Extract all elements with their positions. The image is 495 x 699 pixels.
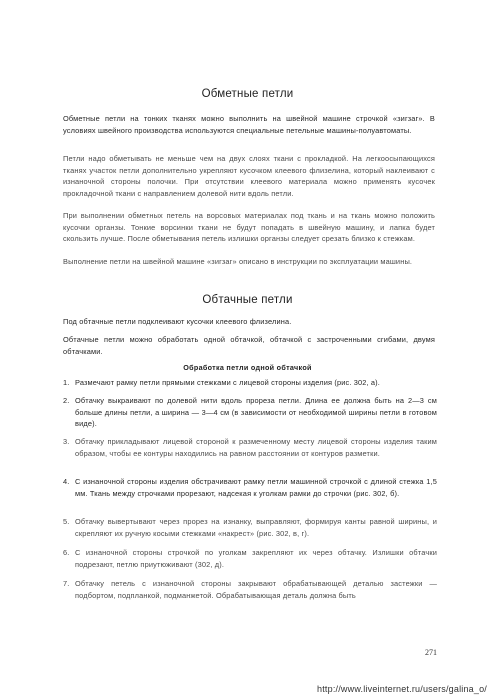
- list-item-number: 2.: [63, 396, 70, 405]
- list-item: [63, 476, 437, 499]
- paragraph-2: Петли надо обметывать не меньше чем на двух слоях ткани с прокладкой. На легкоосыпающихся тканях участок петли дополнительно укрепляют кусочком клеевого флизелина, который наклеивают с изнаночной стороны полочки. При отсутствии клеевого материала можно применять кусочек прокладочной ткани с направлением долевой нити вдоль петли.: [63, 154, 435, 198]
- list-item-text: Обтачку вывертывают через прорез на изнанку, выправляют, формируя канты равной ширины, и скрепляют их ручную косыми стежками «накрест» (рис. 302, в, г).: [75, 517, 437, 538]
- list-item-number: 1.: [63, 378, 70, 387]
- list-item: [63, 516, 437, 539]
- subheading: Обработка петли одной обтачкой: [183, 363, 312, 372]
- list-item-text: С изнаночной стороны изделия обстрачивают рамку петли машинной строчкой с длиной стежка 1,5 мм. Ткань между строчками прорезают, надсекая к уголкам рамки до строчки (рис. 302, б).: [75, 477, 437, 498]
- list-item-number: 5.: [63, 517, 70, 526]
- list-item-number: 6.: [63, 548, 70, 557]
- list-item: [63, 395, 437, 430]
- paragraph-6: Обтачные петли можно обработать одной обтачкой, обтачкой с застроченными сгибами, двумя обтачками.: [63, 335, 435, 356]
- page-number: 271: [425, 648, 437, 657]
- section-title-obtachnye: Обтачные петли: [202, 294, 293, 306]
- list-item-text: Обтачку петель с изнаночной стороны закрывают обрабатывающей деталью застежки — подбортом, подпланкой, подманжетой. Обрабатывающая деталь должна быть: [75, 579, 437, 600]
- paragraph-1: Обметные петли на тонких тканях можно выполнить на швейной машине строчкой «зигзаг». В условиях швейного производства используются специальные петельные машины-полуавтоматы.: [63, 114, 435, 135]
- list-item-number: 7.: [63, 579, 70, 588]
- paragraph-4: Выполнение петли на швейной машине «зигзаг» описано в инструкции по эксплуатации машины.: [63, 257, 413, 266]
- watermark-url: http://www.liveinternet.ru/users/galina_o/: [317, 684, 487, 694]
- list-item: [63, 436, 437, 459]
- list-item-text: С изнаночной стороны строчкой по уголкам закрепляют их через обтачку. Излишки обтачки подрезают, петлю приутюживают (302, д).: [75, 548, 437, 569]
- list-item-text: Размечают рамку петли прямыми стежками с лицевой стороны изделия (рис. 302, а).: [75, 378, 381, 387]
- list-item: [63, 578, 437, 601]
- list-item-number: 4.: [63, 477, 70, 486]
- list-item-text: Обтачку прикладывают лицевой стороной к размеченному месту лицевой стороны изделия таким образом, чтобы ее контуры находились на равном расстоянии от контуров разметки.: [75, 437, 437, 458]
- list-item-number: 3.: [63, 437, 70, 446]
- paragraph-3: При выполнении обметных петель на ворсовых материалах под ткань и на ткань можно положить кусочки органзы. Тонкие ворсинки ткани не будут попадать в швейную машину, и лапка будет скользить лучше. После обметывания петель излишки органзы следует срезать близко к стежкам.: [63, 211, 435, 244]
- list-item: [63, 547, 437, 570]
- section-title-obmetnye: Обметные петли: [201, 88, 294, 100]
- list-item-text: Обтачку выкраивают по долевой нити вдоль прореза петли. Длина ее должна быть на 2—3 см больше длины петли, а ширина — 3—4 см (в зависимости от необходимой ширины петли в готовом виде).: [75, 396, 437, 429]
- paragraph-5: Под обтачные петли подклеивают кусочки клеевого флизелина.: [63, 317, 292, 326]
- list-item: [63, 377, 437, 389]
